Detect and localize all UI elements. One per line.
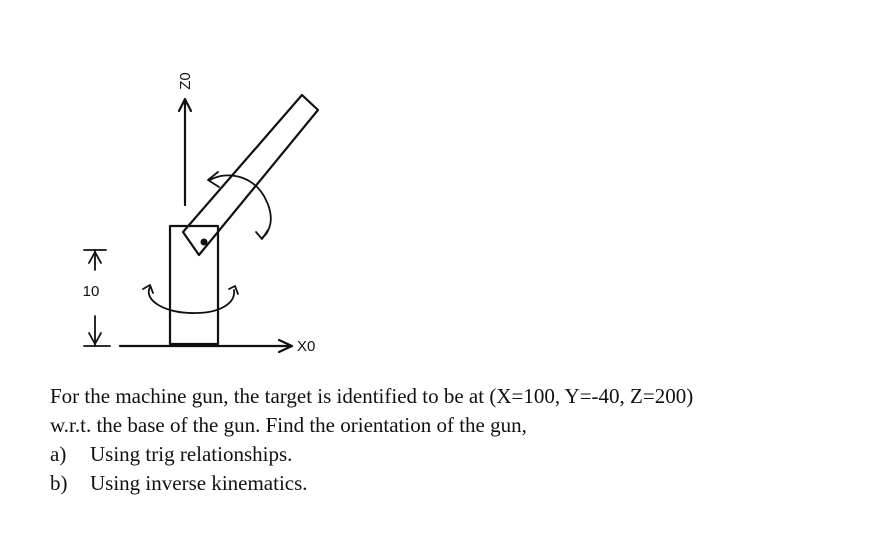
problem-line-2: w.r.t. the base of the gun. Find the orientation of the gun, [50,413,527,437]
base-rotation-arrow [143,285,238,313]
base-block [170,226,218,344]
z-axis [179,99,191,205]
option-b-letter: b) [50,471,68,495]
option-b-text: Using inverse kinematics. [90,471,308,495]
gun-barrel [183,95,318,255]
pivot-joint [201,239,208,246]
option-b [50,469,870,498]
height-label: 10 [82,282,100,300]
x-axis [120,340,292,352]
problem-statement [50,382,870,498]
option-a [50,440,870,469]
z-axis-label: Z0 [176,72,194,90]
problem-line-1: For the machine gun, the target is identified to be at (X=100, Y=-40, Z=200) [50,384,694,408]
option-a-text: Using trig relationships. [90,442,293,466]
x-axis-label: X0 [297,337,316,355]
option-a-letter: a) [50,442,67,466]
